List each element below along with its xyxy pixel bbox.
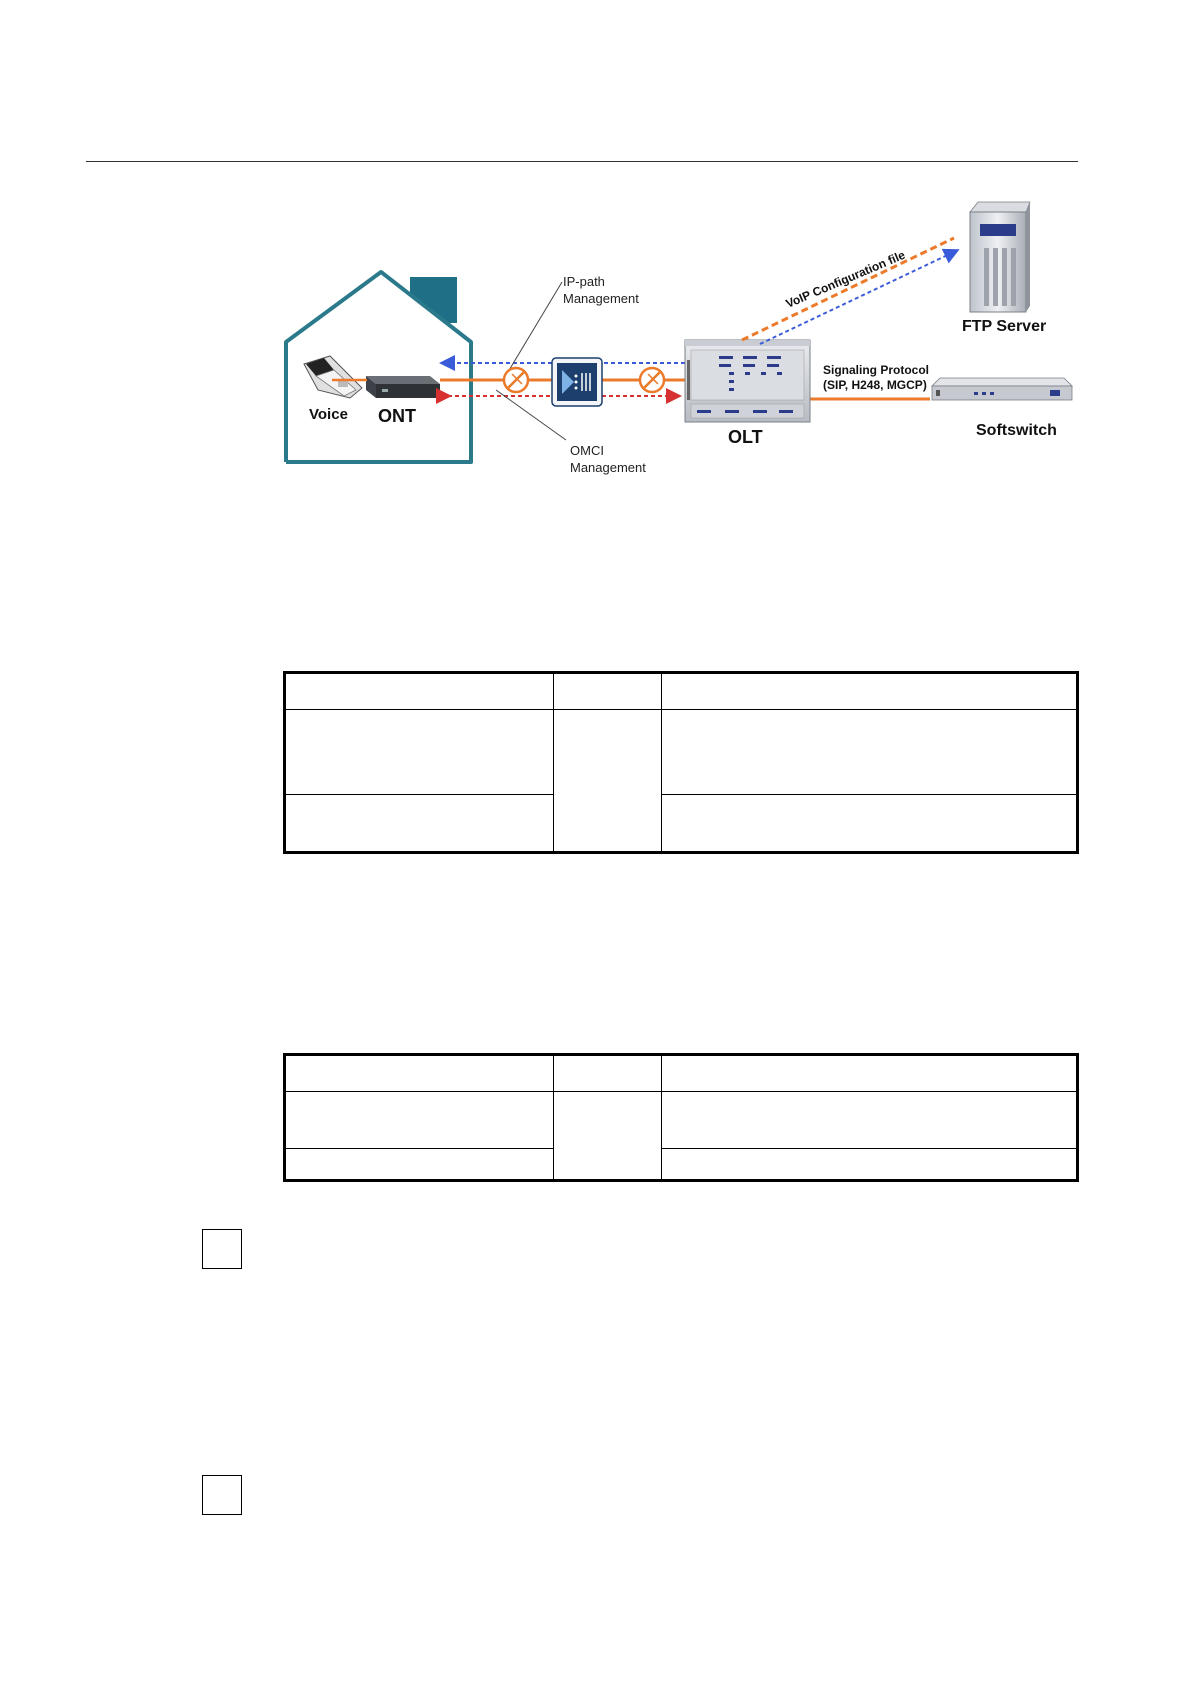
signaling-label-line2: (SIP, H248, MGCP) (823, 378, 927, 392)
splitter-icon (552, 358, 602, 406)
table-row (285, 1149, 1078, 1181)
table-row (285, 710, 1078, 795)
ip-path-label-line2: Management (563, 291, 639, 306)
table-cell (662, 673, 1078, 710)
signaling-label-line1: Signaling Protocol (823, 363, 930, 377)
table-cell (554, 1055, 662, 1092)
server-icon (970, 202, 1030, 312)
table-cell (554, 1092, 662, 1181)
table-cell (285, 673, 554, 710)
table-cell (285, 1092, 554, 1149)
table-row (285, 795, 1078, 853)
table-cell (662, 1149, 1078, 1181)
table-cell (554, 673, 662, 710)
voip-config-label: VoIP Configuration file (783, 247, 908, 311)
table-cell (285, 710, 554, 795)
table-cell (662, 710, 1078, 795)
omci-label-line1: OMCI (570, 443, 604, 458)
table-row (285, 673, 1078, 710)
table-2 (283, 1053, 1079, 1182)
ftp-server-label: FTP Server (962, 318, 1047, 335)
header-rule (86, 161, 1078, 162)
voice-label: Voice (309, 406, 348, 423)
table-cell (662, 795, 1078, 853)
softswitch-label: Softswitch (976, 422, 1057, 439)
table-cell (662, 1092, 1078, 1149)
olt-label: OLT (728, 427, 763, 447)
table-row (285, 1092, 1078, 1149)
softswitch-icon (932, 378, 1072, 400)
table-row (285, 1055, 1078, 1092)
fiber-coupler-icon (640, 368, 664, 392)
table-cell (285, 795, 554, 853)
note-icon-box (202, 1475, 242, 1515)
ip-path-label-line1: IP-path (563, 274, 605, 289)
note-icon-box (202, 1229, 242, 1269)
table-cell (554, 710, 662, 853)
ont-label: ONT (378, 406, 416, 426)
table-cell (285, 1055, 554, 1092)
table-1 (283, 671, 1079, 854)
voip-architecture-diagram (270, 190, 1090, 490)
ont-device-icon (366, 376, 440, 398)
voip-config-line (742, 238, 954, 340)
omci-label-line2: Management (570, 460, 646, 475)
table-cell (662, 1055, 1078, 1092)
fiber-coupler-icon (504, 368, 528, 392)
table-cell (285, 1149, 554, 1181)
olt-chassis-icon (685, 340, 810, 422)
